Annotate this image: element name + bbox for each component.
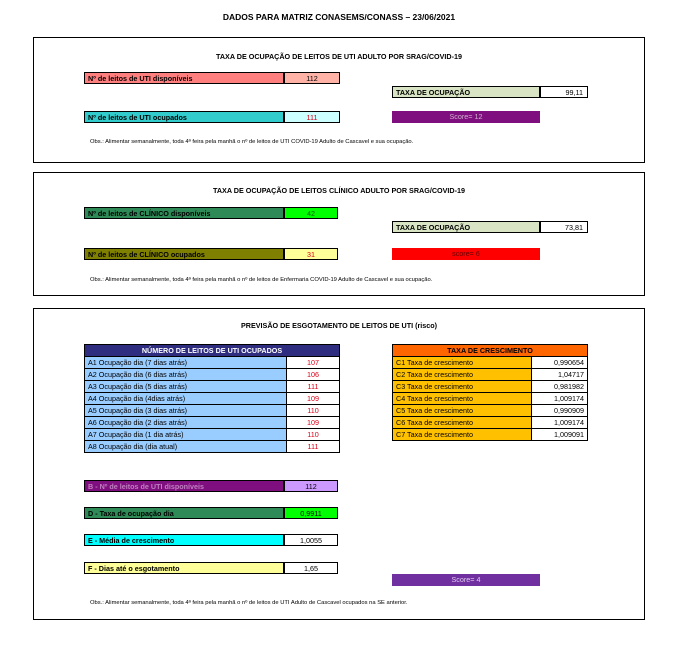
row-value: 1,009174 xyxy=(532,393,588,405)
row-value: 0,990909 xyxy=(532,405,588,417)
row-label: A7 Ocupação dia (1 dia atrás) xyxy=(85,429,287,441)
section-uti-title: TAXA DE OCUPAÇÃO DE LEITOS DE UTI ADULTO POR SRAG/COVID-19 xyxy=(216,52,462,61)
uti-available-value[interactable]: 112 xyxy=(284,72,340,84)
clinical-occupied-value[interactable]: 31 xyxy=(284,248,338,260)
row-label: C3 Taxa de crescimento xyxy=(393,381,532,393)
row-value[interactable]: 107 xyxy=(287,357,340,369)
row-label: C1 Taxa de crescimento xyxy=(393,357,532,369)
days-to-exhaustion-value: 1,65 xyxy=(284,562,338,574)
row-value: 1,009174 xyxy=(532,417,588,429)
row-label: A3 Ocupação dia (5 dias atrás) xyxy=(85,381,287,393)
growth-table xyxy=(392,344,588,441)
days-to-exhaustion-label: F - Dias até o esgotamento xyxy=(84,562,284,574)
clinical-available-label: Nº de leitos de CLÍNICO disponíveis xyxy=(84,207,284,219)
row-label: A6 Ocupação dia (2 dias atrás) xyxy=(85,417,287,429)
growth-table-header: TAXA DE CRESCIMENTO xyxy=(393,345,588,357)
table-row xyxy=(393,369,588,381)
table-row xyxy=(85,357,340,369)
row-value[interactable]: 109 xyxy=(287,393,340,405)
occupancy-table xyxy=(84,344,340,453)
row-label: C6 Taxa de crescimento xyxy=(393,417,532,429)
score-badge-uti: Score= 12 xyxy=(392,111,540,123)
daily-occupancy-value: 0,9911 xyxy=(284,507,338,519)
row-label: C7 Taxa de crescimento xyxy=(393,429,532,441)
growth-average-label: E - Média de crescimento xyxy=(84,534,284,546)
available-beds-label: B - Nº de leitos de UTI disponíveis xyxy=(84,480,284,492)
clinical-available-value[interactable]: 42 xyxy=(284,207,338,219)
row-label: A4 Ocupação dia (4dias atrás) xyxy=(85,393,287,405)
section-clinical-title: TAXA DE OCUPAÇÃO DE LEITOS CLÍNICO ADULTO POR SRAG/COVID-19 xyxy=(213,186,465,195)
table-row xyxy=(85,393,340,405)
table-row xyxy=(85,405,340,417)
occupancy-rate-label: TAXA DE OCUPAÇÃO xyxy=(392,86,540,98)
row-label: C5 Taxa de crescimento xyxy=(393,405,532,417)
row-value: 1,009091 xyxy=(532,429,588,441)
row-value[interactable]: 110 xyxy=(287,429,340,441)
table-row xyxy=(393,381,588,393)
clinical-rate-value: 73,81 xyxy=(540,221,588,233)
row-label: A8 Ocupação dia (dia atual) xyxy=(85,441,287,453)
table-row xyxy=(85,417,340,429)
daily-occupancy-label: D - Taxa de ocupação dia xyxy=(84,507,284,519)
page-title: DADOS PARA MATRIZ CONASEMS/CONASS – 23/06/2021 xyxy=(222,12,456,22)
section-forecast-title: PREVISÃO DE ESGOTAMENTO DE LEITOS DE UTI (risco) xyxy=(240,321,438,330)
row-label: A5 Ocupação dia (3 dias atrás) xyxy=(85,405,287,417)
row-value: 1,04717 xyxy=(532,369,588,381)
row-value[interactable]: 111 xyxy=(287,381,340,393)
uti-occupied-value[interactable]: 111 xyxy=(284,111,340,123)
table-row xyxy=(393,357,588,369)
section-clinical-note: Obs.: Alimentar semanalmente, toda 4ª feira pela manhã o nº de leitos de Enfermaria COVID-19 Adulto de Cascavel e sua ocupação. xyxy=(90,277,433,283)
row-label: A2 Ocupação dia (6 dias atrás) xyxy=(85,369,287,381)
row-value: 0,981982 xyxy=(532,381,588,393)
score-badge-clinical: score= 6 xyxy=(392,248,540,260)
available-beds-value: 112 xyxy=(284,480,338,492)
row-value[interactable]: 111 xyxy=(287,441,340,453)
table-row xyxy=(85,369,340,381)
row-label: C2 Taxa de crescimento xyxy=(393,369,532,381)
occupancy-table-header: NÚMERO DE LEITOS DE UTI OCUPADOS xyxy=(85,345,340,357)
table-row xyxy=(393,393,588,405)
clinical-rate-label: TAXA DE OCUPAÇÃO xyxy=(392,221,540,233)
growth-average-value: 1,0055 xyxy=(284,534,338,546)
uti-available-label: Nº de leitos de UTI disponíveis xyxy=(84,72,284,84)
table-row xyxy=(85,429,340,441)
table-row xyxy=(393,405,588,417)
occupancy-rate-value: 99,11 xyxy=(540,86,588,98)
table-row xyxy=(85,441,340,453)
table-row xyxy=(393,429,588,441)
uti-occupied-label: Nº de leitos de UTI ocupados xyxy=(84,111,284,123)
section-forecast-note: Obs.: Alimentar semanalmente, toda 4ª feira pela manhã o nº de leitos de UTI Adulto de Cascavel ocupados na SE anterior. xyxy=(90,600,408,606)
row-label: C4 Taxa de crescimento xyxy=(393,393,532,405)
table-row xyxy=(393,417,588,429)
section-uti-note: Obs.: Alimentar semanalmente, toda 4ª feira pela manhã o nº de leitos de UTI COVID-19 Adulto de Cascavel e sua ocupação. xyxy=(90,139,414,145)
row-value[interactable]: 109 xyxy=(287,417,340,429)
row-value[interactable]: 110 xyxy=(287,405,340,417)
row-value: 0,990654 xyxy=(532,357,588,369)
row-value[interactable]: 106 xyxy=(287,369,340,381)
table-row xyxy=(85,381,340,393)
row-label: A1 Ocupação dia (7 dias atrás) xyxy=(85,357,287,369)
score-badge-forecast: Score= 4 xyxy=(392,574,540,586)
clinical-occupied-label: Nº de leitos de CLÍNICO ocupados xyxy=(84,248,284,260)
